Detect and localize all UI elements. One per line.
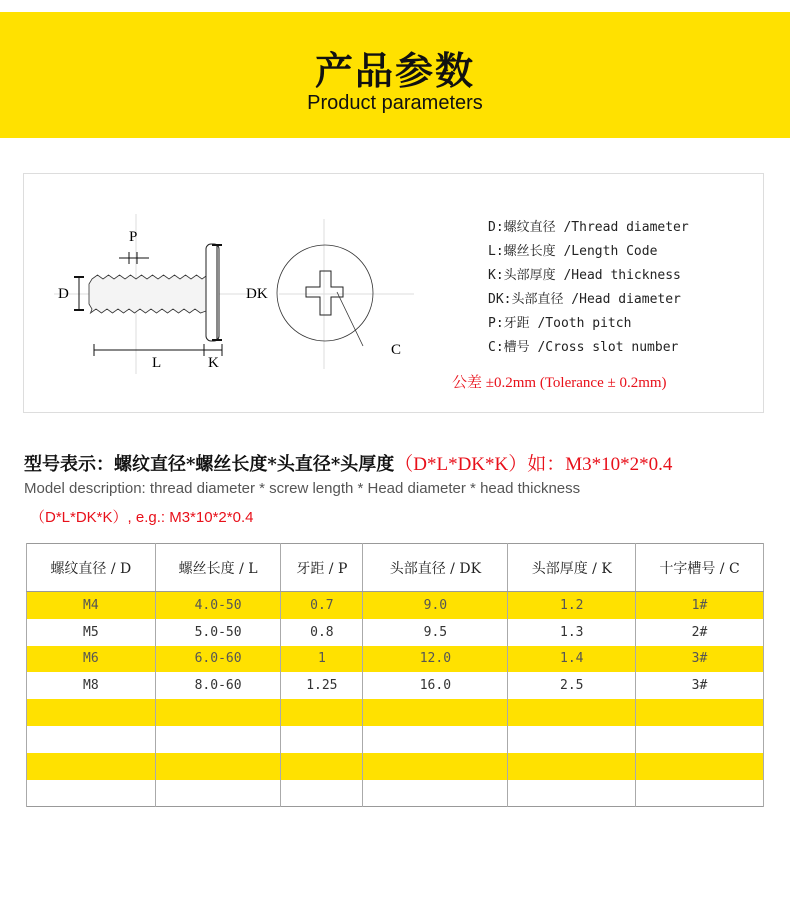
table-cell [155, 780, 281, 807]
table-cell: 3# [636, 672, 764, 699]
table-cell: 3# [636, 646, 764, 673]
column-header: 头部厚度 / K [508, 544, 636, 592]
legend-item: C:槽号 /Cross slot number [488, 340, 679, 355]
spec-table [26, 543, 764, 807]
table-cell: M4 [27, 592, 156, 619]
table-cell [636, 726, 764, 753]
tolerance-note: 公差 ±0.2mm (Tolerance ± 0.2mm) [452, 375, 667, 391]
table-header-row [27, 544, 764, 592]
table-cell: 1 [281, 646, 363, 673]
table-row [27, 726, 764, 753]
table-cell [636, 780, 764, 807]
thread-body [89, 275, 208, 313]
legend-item: K:头部厚度 /Head thickness [488, 268, 681, 283]
table-cell: 1.25 [281, 672, 363, 699]
page-title: 产品参数 [314, 49, 475, 93]
table-row [27, 646, 764, 673]
table-cell: 16.0 [363, 672, 508, 699]
table-cell [155, 726, 281, 753]
table-cell [27, 753, 156, 780]
legend-item: L:螺丝长度 /Length Code [488, 244, 658, 259]
table-cell [363, 780, 508, 807]
table-cell: 4.0-50 [155, 592, 281, 619]
column-header: 牙距 / P [281, 544, 363, 592]
legend-item: D:螺纹直径 /Thread diameter [488, 220, 689, 235]
model-formula-en: （D*L*DK*K）, e.g.: M3*10*2*0.4 [30, 509, 254, 526]
table-cell: 1# [636, 592, 764, 619]
screw-diagram [23, 173, 764, 413]
table-cell: 9.5 [363, 619, 508, 646]
table-cell: 1.3 [508, 619, 636, 646]
legend-item: DK:头部直径 /Head diameter [488, 292, 681, 307]
table-cell: M5 [27, 619, 156, 646]
table-cell [636, 699, 764, 726]
table-row [27, 699, 764, 726]
label-c: C [391, 342, 402, 358]
table-cell: M6 [27, 646, 156, 673]
model-label: 型号表示：螺纹直径*螺丝长度*头直径*头厚度 [24, 454, 395, 475]
head-top-view [277, 245, 373, 341]
table-cell [281, 780, 363, 807]
table-cell [27, 780, 156, 807]
header-banner [0, 12, 790, 138]
model-formula: （D*L*DK*K）如：M3*10*2*0.4 [394, 454, 673, 475]
table-cell [281, 726, 363, 753]
column-header: 十字槽号 / C [636, 544, 764, 592]
table-cell: 2.5 [508, 672, 636, 699]
table-cell [363, 699, 508, 726]
table-cell: 9.0 [363, 592, 508, 619]
table-cell [508, 699, 636, 726]
table-cell: 6.0-60 [155, 646, 281, 673]
table-row [27, 592, 764, 619]
legend [488, 216, 689, 360]
table-row [27, 619, 764, 646]
table-cell: 12.0 [363, 646, 508, 673]
label-p: P [129, 229, 138, 245]
model-description-en: Model description: thread diameter * screw length * Head diameter * head thickness [24, 480, 581, 497]
column-header: 螺纹直径 / D [27, 544, 156, 592]
table-cell [508, 726, 636, 753]
label-d: D [58, 286, 69, 302]
table-cell: M8 [27, 672, 156, 699]
table-cell: 2# [636, 619, 764, 646]
legend-item: P:牙距 /Tooth pitch [488, 316, 632, 331]
table-cell: 8.0-60 [155, 672, 281, 699]
page-subtitle: Product parameters [307, 92, 483, 114]
table-cell: 1.2 [508, 592, 636, 619]
table-cell: 0.7 [281, 592, 363, 619]
table-cell: 0.8 [281, 619, 363, 646]
table-cell: 1.4 [508, 646, 636, 673]
table-cell [508, 780, 636, 807]
table-cell: 5.0-50 [155, 619, 281, 646]
model-format-cn [24, 449, 672, 476]
table-cell [155, 699, 281, 726]
table-cell [363, 726, 508, 753]
table-cell [27, 726, 156, 753]
label-l: L [152, 355, 162, 371]
table-row [27, 780, 764, 807]
table-row [27, 672, 764, 699]
column-header: 螺丝长度 / L [155, 544, 281, 592]
label-k: K [208, 355, 219, 371]
column-header: 头部直径 / DK [363, 544, 508, 592]
table-row [27, 753, 764, 780]
table-cell [281, 753, 363, 780]
table-cell [363, 753, 508, 780]
table-cell [155, 753, 281, 780]
table-cell [508, 753, 636, 780]
table-cell [281, 699, 363, 726]
table-cell [27, 699, 156, 726]
label-dk: DK [246, 286, 268, 302]
table-cell [636, 753, 764, 780]
